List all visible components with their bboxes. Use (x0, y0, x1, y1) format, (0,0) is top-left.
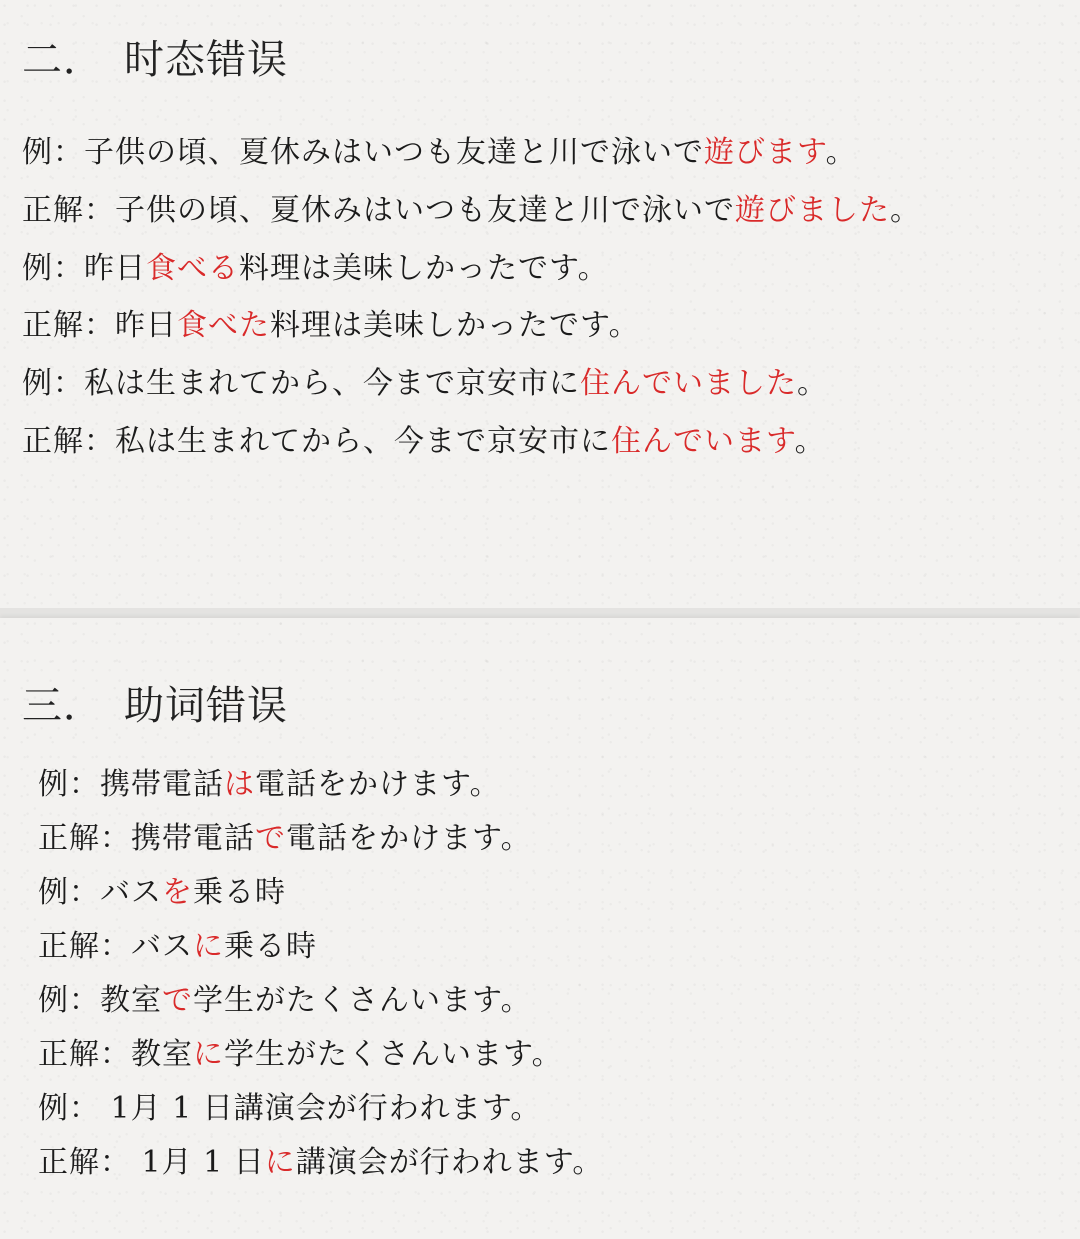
highlighted-error: は (224, 767, 255, 802)
line-text-end: 料理は美味しかったです。 (239, 250, 609, 286)
line-text-end: 。 (825, 135, 857, 170)
line-label: 例： (38, 767, 100, 802)
line-label: 例： (38, 983, 100, 1018)
line-text: バス (100, 875, 162, 910)
line-text: 1月 1 日 (131, 1145, 265, 1180)
line-text: 子供の頃、夏休みはいつも友達と川で泳いで (84, 135, 704, 170)
example-list (38, 758, 603, 1190)
correction-line (38, 920, 603, 974)
highlighted-correction: に (193, 929, 224, 964)
line-text-end: 。 (797, 366, 828, 402)
example-list (22, 124, 921, 471)
line-text-end: 電話をかけます。 (255, 767, 501, 802)
line-label: 正解： (38, 821, 131, 856)
section-heading: 时态错误 (124, 37, 288, 83)
highlighted-correction: で (255, 821, 286, 856)
particle-errors-section (0, 618, 1080, 1239)
example-line (22, 355, 921, 413)
section-heading: 助词错误 (124, 683, 288, 729)
line-text: 1月 1 日講演会が行われます。 (100, 1091, 542, 1126)
line-label: 正解： (38, 1037, 131, 1072)
line-label: 正解： (22, 192, 115, 228)
line-text-end: 学生がたくさんいます。 (193, 983, 532, 1018)
line-text-end: 。 (890, 192, 921, 228)
highlighted-correction: に (264, 1145, 296, 1180)
highlighted-correction: 食べた (177, 308, 270, 344)
highlighted-error: 食べる (146, 250, 239, 286)
correction-line (38, 1136, 603, 1190)
correction-line (22, 413, 921, 471)
highlighted-correction: 住んでいます (611, 423, 795, 459)
line-text-end: 。 (794, 423, 826, 459)
example-line (22, 240, 921, 298)
section-number: 二． (22, 37, 104, 83)
line-text-end: 電話をかけます。 (286, 821, 532, 856)
line-text-end: 講演会が行われます。 (295, 1145, 604, 1180)
line-label: 例： (22, 250, 84, 286)
highlighted-error: 住んでいました (580, 366, 797, 402)
example-line (38, 974, 603, 1028)
correction-line (38, 812, 603, 866)
line-text: 携帯電話 (100, 767, 224, 802)
section-title (22, 28, 288, 85)
line-text-end: 乗る時 (224, 929, 317, 964)
line-text: バス (131, 929, 193, 964)
line-label: 正解： (38, 1145, 131, 1180)
line-text: 私は生まれてから、今まで京安市に (84, 366, 580, 402)
example-line (38, 866, 603, 920)
correction-line (22, 182, 921, 240)
section-number: 三． (22, 683, 104, 729)
correction-line (22, 297, 921, 355)
line-label: 例： (38, 875, 100, 910)
line-label: 例： (22, 366, 84, 402)
correction-line (38, 1028, 603, 1082)
line-text: 子供の頃、夏休みはいつも友達と川で泳いで (115, 192, 735, 228)
line-label: 正解： (22, 423, 115, 459)
highlighted-error: 遊びます (704, 135, 826, 170)
line-text: 携帯電話 (131, 821, 255, 856)
highlighted-error: を (162, 875, 193, 910)
line-text-end: 乗る時 (193, 875, 286, 910)
line-text: 教室 (100, 983, 162, 1018)
example-line (22, 124, 921, 182)
highlighted-error: で (162, 983, 193, 1018)
section-title (22, 674, 288, 731)
line-text: 昨日 (84, 250, 146, 286)
line-label: 正解： (22, 308, 115, 344)
highlighted-correction: に (193, 1037, 224, 1072)
line-text: 私は生まれてから、今まで京安市に (115, 423, 611, 459)
line-text-end: 料理は美味しかったです。 (270, 308, 640, 344)
tense-errors-section (0, 0, 1080, 608)
example-line (38, 1082, 603, 1136)
line-text: 教室 (131, 1037, 193, 1072)
line-label: 例： (38, 1091, 100, 1126)
highlighted-correction: 遊びました (735, 192, 890, 228)
example-line (38, 758, 603, 812)
line-text: 昨日 (115, 308, 177, 344)
line-label: 例： (22, 135, 84, 170)
line-text-end: 学生がたくさんいます。 (224, 1037, 563, 1072)
line-label: 正解： (38, 929, 131, 964)
